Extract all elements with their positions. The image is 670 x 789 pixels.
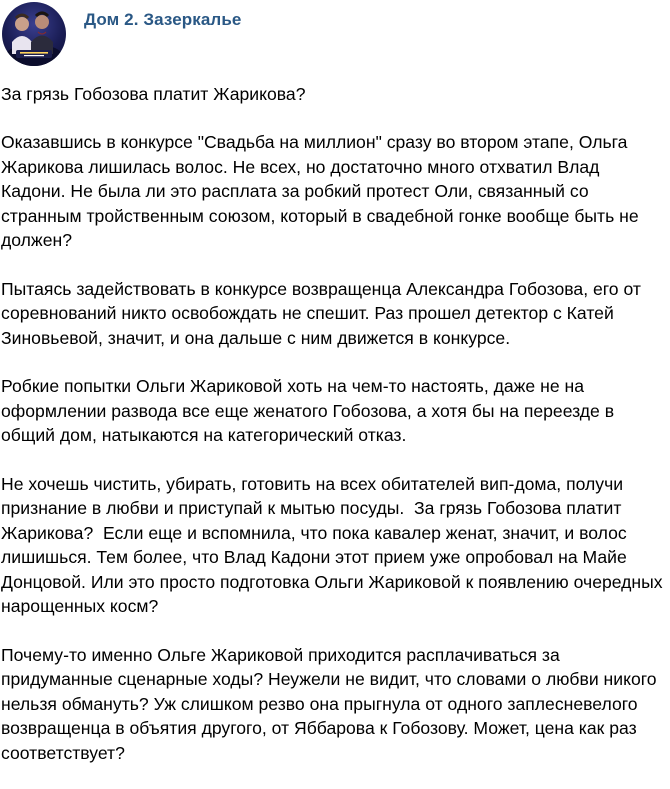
dom2-logo-avatar-icon (2, 2, 66, 66)
author-link[interactable]: Дом 2. Зазеркалье (84, 10, 242, 29)
post-title: За грязь Гобозова платит Жарикова? (1, 84, 306, 104)
paragraph-5: Почему-то именно Ольге Жариковой приходится расплачиваться за придуманные сценарные ходы? Неужели не видит, что словами о любви никого нельзя обмануть? Уж слишком резво она прыгнула от одного заплесневелого возвращенца в объятия другого, от Яббарова к Гобозову. Может, цена как раз соответствует? (1, 644, 662, 763)
paragraph-2: Пытаясь задействовать в конкурсе возвращенца Александра Гобозова, его от соревнований никто освобождать не спешит. Раз прошел детектор с Катей Зиновьевой, значит, и она дальше с ним движется в конкурсе. (1, 278, 646, 348)
paragraph-3: Робкие попытки Ольги Жариковой хоть на чем-то настоять, даже не на оформлении развода все еще женатого Гобозова, а хотя бы на переезде в общий дом, натыкаются на категорический отказ. (1, 376, 619, 446)
post-text (1, 82, 667, 789)
paragraph-4: Не хочешь чистить, убирать, готовить на всех обитателей вип-дома, получи признание в любви и приступай к мытью посуды. За грязь Гобозова платит Жарикова? Если еще и вспомнила, что пока кавалер женат, значит, и волос лишишься. Тем более, что Влад Кадони этот прием уже опробовал на Майе Донцовой. Или это просто подготовка Ольги Жариковой к появлению очередных нарощенных косм? (1, 474, 668, 617)
post-header (0, 0, 670, 70)
paragraph-1: Оказавшись в конкурсе "Свадьба на миллион" сразу во втором этапе, Ольга Жарикова лишилась волос. Не всех, но достаточно много отхватил Влад Кадони. Не была ли это расплата за робкий протест Оли, связанный со странным тройственным союзом, который в свадебной гонке вообще быть не должен? (1, 132, 644, 251)
avatar[interactable] (2, 2, 66, 66)
